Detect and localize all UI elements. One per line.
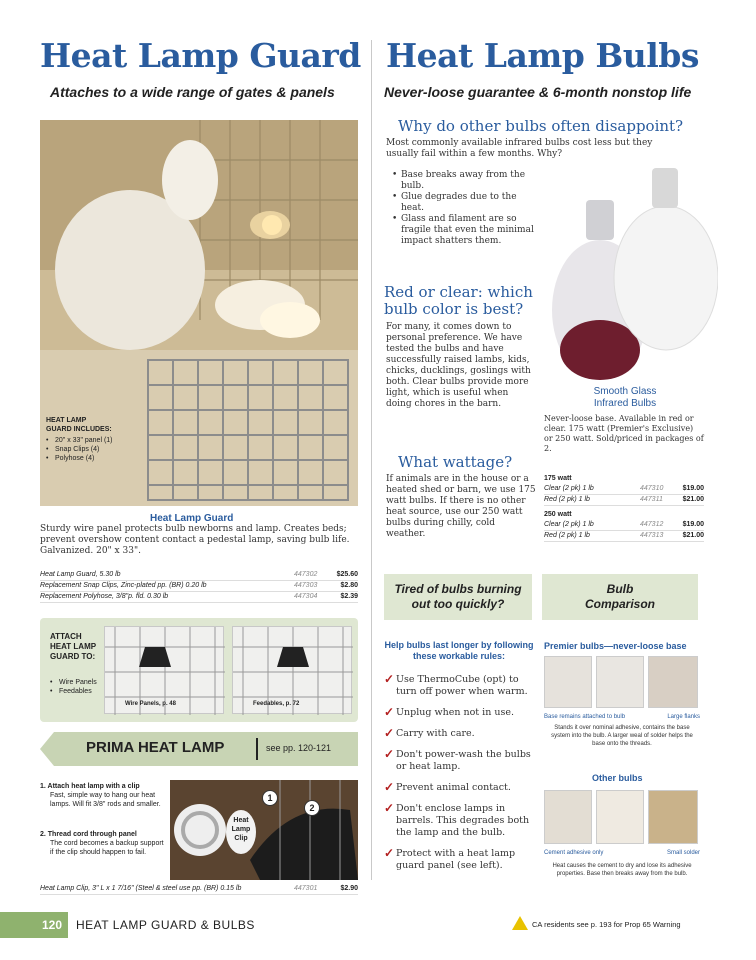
other-photos [544,790,700,850]
step2-title: 2. Thread cord through panel [40,831,137,838]
includes-item: • Polyhose (4) [46,454,146,463]
attach-item: • Feedables [50,687,97,696]
premier-caption: Base remains attached to bulb [544,714,626,720]
q1-body: Most commonly available infrared bulbs cost less but they usually fail within a few months. Why? [386,138,653,159]
price-value: $19.00 [682,521,704,528]
includes-item: • Snap Clips (4) [46,445,146,454]
step2 [40,830,168,857]
page-number: 120 [0,912,68,938]
tip-item: ✓ Don't enclose lamps in barrels. This degrades both the lamp and the bulb. [384,803,532,839]
tips-list [384,674,532,881]
price-name: Heat Lamp Guard, 5.30 lb [40,571,121,578]
price-row [544,495,704,506]
price-value: $21.00 [682,532,704,539]
clip-price-row [40,884,358,895]
attach-box [40,618,358,722]
tip-item: ✓ Prevent animal contact. [384,782,532,794]
premier-photo [544,656,592,708]
attach-item: • Wire Panels [50,678,97,687]
tip-item: ✓ Unplug when not in use. [384,707,532,719]
step2-body: The cord becomes a backup support if the clip should happen to fail. [50,840,164,856]
q1-heading: Why do other bulbs often disappoint? [398,117,684,135]
step-marker-2: 2 [304,800,320,816]
bulb-price-table [544,474,704,542]
left-subtitle: Attaches to a wide range of gates & panels [50,84,335,100]
price-row [40,592,358,603]
other-note: Heat causes the cement to dry and lose its adhesive properties. Base then breaks away from the bulb. [552,863,692,877]
q1-bullets [392,170,540,247]
footer [0,912,756,938]
prima-banner [40,732,358,766]
price-value: $2.90 [340,885,358,892]
tip-item: ✓ Protect with a heat lamp guard panel (see left). [384,848,532,872]
price-value: $25.60 [336,571,358,578]
premier-note: Stands it over nominal adhesive, contains the base system into the bulb. A larger weal of solder helps the base onto the threads. [551,725,693,747]
warning-icon [512,916,528,930]
other-photo [648,790,698,844]
right-title: Heat Lamp Bulbs [386,36,699,75]
price-value: $2.80 [340,582,358,589]
attach-caption: Feedables, p. 72 [253,701,300,707]
prima-label: PRIMA HEAT LAMP [86,739,225,756]
premier-photo [596,656,644,708]
price-sku: 447304 [294,593,318,600]
smooth-body: Never-loose base. Available in red or clear. 175 watt (Premier's Exclusive) or 250 watt. Sold/priced in packages of 2. [544,414,704,453]
includes-heading-1: HEAT LAMP [46,417,87,424]
premier-caption: Large flanks [667,714,700,720]
bulbs-photo [548,160,718,390]
step-marker-1: 1 [262,790,278,806]
price-name: Red (2 pk) 1 lb [544,532,590,539]
column-divider [371,40,372,880]
prima-ref: see pp. 120-121 [266,743,332,753]
bulb-comparison-pill: Bulb Comparison [542,574,698,620]
tip-item: ✓ Use ThermoCube (opt) to turn off power when warm. [384,674,532,698]
q1-bullet: • Glue degrades due to the heat. [392,192,540,214]
other-photo [544,790,592,844]
clip-label: Heat Lamp Clip [226,810,256,854]
product-desc: Sturdy wire panel protects bulb newborns and lamp. Creates beds; prevent overshow content contact a pedestal lamp, saving bulb life. Galvanized. 20" x 33". [40,524,350,556]
price-sku: 447313 [640,532,664,539]
tip-item: ✓ Don't power-wash the bulbs or heat lamp. [384,749,532,773]
includes-item: • 20" x 33" panel (1) [46,436,146,445]
price-row [544,484,704,495]
right-subtitle: Never-loose guarantee & 6-month nonstop life [384,84,692,100]
price-name: Heat Lamp Clip, 3" L x 1 7/16" (Steel & steel use pp. (BR) 0.15 lb [40,885,242,892]
premier-captions [544,714,700,720]
q3-body: If animals are in the house or a heated shed or barn, we use 175 watt bulbs. If there is no other heat source, use our 250 watt bulbs during chilly, cold weather. [386,474,536,539]
footer-warning: CA residents see p. 193 for Prop 65 Warning [532,920,681,929]
other-photo [596,790,644,844]
attach-photo-wire [104,626,224,714]
price-sku: 447302 [294,571,318,578]
q1-bullet: • Glass and filament are so fragile that even the minimal impact shatters them. [392,214,540,247]
left-title: Heat Lamp Guard [40,36,361,75]
price-row [40,581,358,592]
tip-item: ✓ Carry with care. [384,728,532,740]
step1-title: 1. Attach heat lamp with a clip [40,783,140,790]
includes-heading-2: GUARD INCLUDES: [46,426,112,433]
premier-photos [544,656,700,716]
attach-label: ATTACH HEAT LAMP GUARD TO: [50,632,96,661]
q3-heading: What wattage? [398,453,513,471]
other-caption: Cement adhesive only [544,850,604,856]
price-value: $19.00 [682,485,704,492]
price-table [40,570,358,603]
price-sku: 447312 [640,521,664,528]
price-sku: 447310 [640,485,664,492]
product-title: Heat Lamp Guard [150,513,234,524]
price-value: $2.39 [340,593,358,600]
price-sku: 447303 [294,582,318,589]
q1-bullet: • Base breaks away from the bulb. [392,170,540,192]
w175-heading: 175 watt [544,475,572,482]
smooth-title: Smooth Glass Infrared Bulbs [593,386,657,409]
attach-caption: Wire Panels, p. 48 [125,701,176,707]
price-row [544,520,704,531]
step1 [40,782,168,809]
premier-photo [648,656,698,708]
w250-heading: 250 watt [544,511,572,518]
other-captions [544,850,700,856]
price-value: $21.00 [682,496,704,503]
step1-body: Fast, simple way to hang our heat lamps. Will fit 3/8" rods and smaller. [50,792,161,808]
tired-of-bulbs-pill: Tired of bulbs burning out too quickly? [384,574,532,620]
other-title: Other bulbs [592,773,643,783]
footer-section: HEAT LAMP GUARD & BULBS [76,918,255,932]
price-name: Red (2 pk) 1 lb [544,496,590,503]
price-name: Clear (2 pk) 1 lb [544,521,594,528]
price-name: Clear (2 pk) 1 lb [544,485,594,492]
price-name: Replacement Polyhose, 3/8"p. fld. 0.30 lb [40,593,169,600]
attach-photo-feedable [232,626,352,714]
price-name: Replacement Snap Clips, Zinc-plated pp. (BR) 0.20 lb [40,582,207,589]
clip-photo [170,780,358,880]
q2-heading: Red or clear: which bulb color is best? [384,283,533,318]
prima-divider [256,738,258,760]
includes-box [46,416,146,463]
premier-title: Premier bulbs—never-loose base [544,641,687,651]
price-row [40,570,358,581]
q2-body: For many, it comes down to personal preference. We have tested the bulbs and have successfully raised lambs, kids, chicks, ducklings, goslings with both. Clear bulbs provide more light, which is useful when doing chores in the barn. [386,322,531,409]
tips-title: Help bulbs last longer by following these workable rules: [384,640,534,661]
price-sku: 447301 [294,885,318,892]
other-caption: Small solder [666,850,700,856]
price-row [544,531,704,542]
price-sku: 447311 [640,496,663,503]
